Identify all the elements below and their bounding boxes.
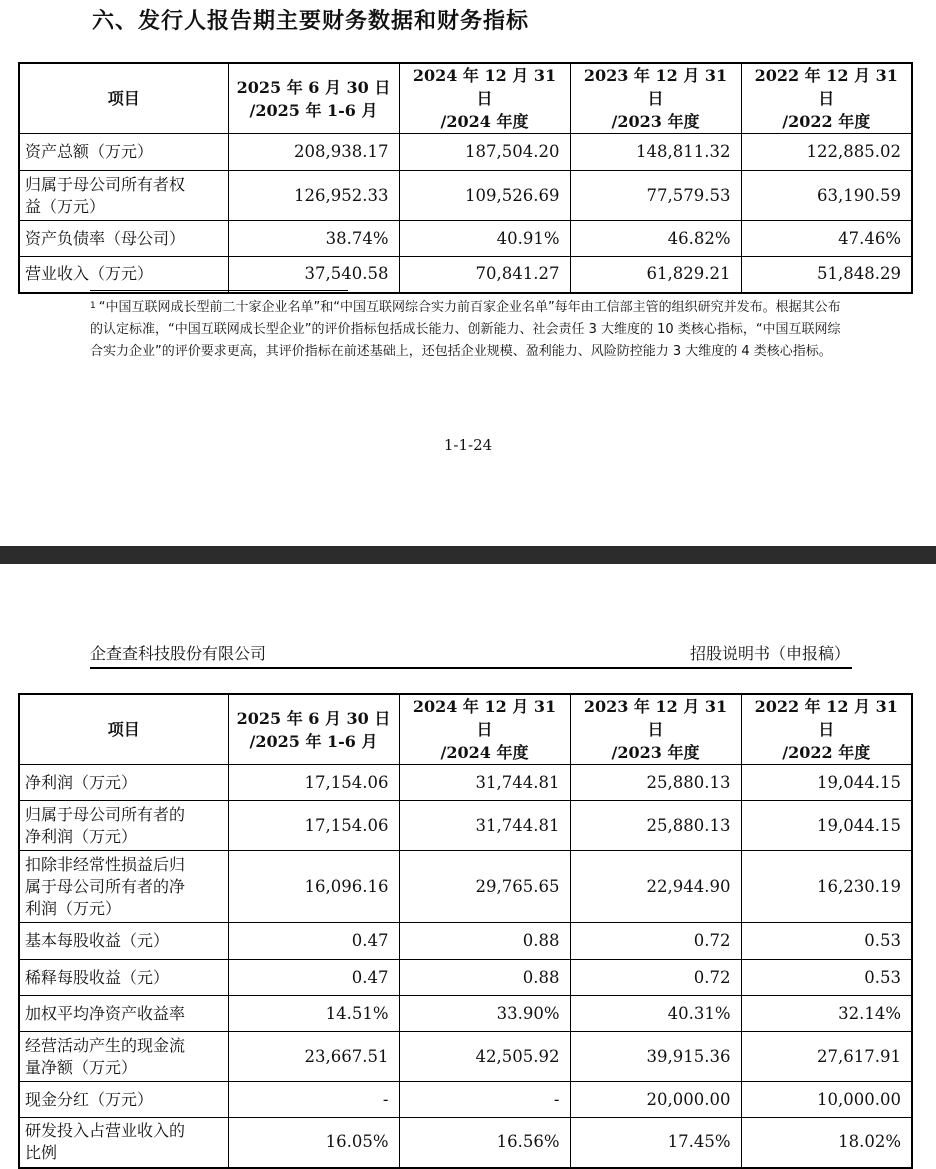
footnote: [90, 297, 850, 363]
financial-table-1: [18, 62, 913, 294]
cell-value: 0.72: [570, 923, 741, 960]
row-label: 研发投入占营业收入的 比例: [19, 1118, 228, 1168]
cell-value: 187,504.20: [399, 134, 570, 171]
cell-value: 39,915.36: [570, 1032, 741, 1082]
cell-value: 40.91%: [399, 221, 570, 257]
row-label: 基本每股收益（元）: [19, 923, 228, 960]
cell-value: 126,952.33: [228, 171, 399, 221]
cell-value: 16.56%: [399, 1118, 570, 1168]
header-period-2024: 2024 年 12 月 31 日 /2024 年度: [399, 694, 570, 765]
table-row: [19, 1118, 912, 1168]
cell-value: 16,096.16: [228, 851, 399, 923]
cell-value: 25,880.13: [570, 765, 741, 801]
cell-value: 19,044.15: [741, 765, 912, 801]
cell-value: 20,000.00: [570, 1082, 741, 1118]
row-label: 净利润（万元）: [19, 765, 228, 801]
cell-value: 42,505.92: [399, 1032, 570, 1082]
document-type: 招股说明书（申报稿）: [689, 644, 850, 663]
table-row: [19, 960, 912, 996]
row-label: 加权平均净资产收益率: [19, 996, 228, 1032]
table-row: [19, 765, 912, 801]
cell-value: 148,811.32: [570, 134, 741, 171]
table-row: [19, 923, 912, 960]
table-header-row: [19, 694, 912, 765]
cell-value: 0.72: [570, 960, 741, 996]
cell-value: 47.46%: [741, 221, 912, 257]
section-title: 六、发行人报告期主要财务数据和财务指标: [92, 9, 530, 34]
cell-value: 29,765.65: [399, 851, 570, 923]
row-label: 现金分红（万元）: [19, 1082, 228, 1118]
header-item: 项目: [19, 694, 228, 765]
footnote-marker: 1: [90, 301, 96, 311]
cell-value: 19,044.15: [741, 801, 912, 851]
row-label: 资产负债率（母公司）: [19, 221, 228, 257]
row-label: 资产总额（万元）: [19, 134, 228, 171]
cell-value: 38.74%: [228, 221, 399, 257]
cell-value: 46.82%: [570, 221, 741, 257]
cell-value: 31,744.81: [399, 801, 570, 851]
cell-value: 10,000.00: [741, 1082, 912, 1118]
cell-value: 40.31%: [570, 996, 741, 1032]
table-row: [19, 1032, 912, 1082]
table-row: [19, 257, 912, 293]
cell-value: 25,880.13: [570, 801, 741, 851]
cell-value: 33.90%: [399, 996, 570, 1032]
cell-value: -: [228, 1082, 399, 1118]
cell-value: 17,154.06: [228, 801, 399, 851]
cell-value: 0.88: [399, 960, 570, 996]
header-period-2025h1: 2025 年 6 月 30 日 /2025 年 1-6 月: [228, 63, 399, 134]
cell-value: 0.47: [228, 960, 399, 996]
table-row: [19, 996, 912, 1032]
cell-value: 109,526.69: [399, 171, 570, 221]
header-period-2024: 2024 年 12 月 31 日 /2024 年度: [399, 63, 570, 134]
cell-value: 61,829.21: [570, 257, 741, 293]
cell-value: 23,667.51: [228, 1032, 399, 1082]
cell-value: 70,841.27: [399, 257, 570, 293]
cell-value: 0.88: [399, 923, 570, 960]
table-row: [19, 171, 912, 221]
cell-value: 16.05%: [228, 1118, 399, 1168]
row-label: 扣除非经常性损益后归 属于母公司所有者的净 利润（万元）: [19, 851, 228, 923]
header-period-2022: 2022 年 12 月 31 日 /2022 年度: [741, 63, 912, 134]
cell-value: 63,190.59: [741, 171, 912, 221]
footnote-separator: [90, 290, 348, 291]
financial-table-2: [18, 693, 913, 1169]
cell-value: 0.53: [741, 960, 912, 996]
cell-value: 77,579.53: [570, 171, 741, 221]
cell-value: 122,885.02: [741, 134, 912, 171]
row-label: 经营活动产生的现金流 量净额（万元）: [19, 1032, 228, 1082]
row-label: 归属于母公司所有者权 益（万元）: [19, 171, 228, 221]
table-row: [19, 221, 912, 257]
header-period-2022: 2022 年 12 月 31 日 /2022 年度: [741, 694, 912, 765]
header-period-2023: 2023 年 12 月 31 日 /2023 年度: [570, 63, 741, 134]
page-number: 1-1-24: [443, 436, 493, 454]
cell-value: 37,540.58: [228, 257, 399, 293]
page-divider: [0, 546, 936, 564]
cell-value: 0.47: [228, 923, 399, 960]
cell-value: 51,848.29: [741, 257, 912, 293]
row-label: 归属于母公司所有者的 净利润（万元）: [19, 801, 228, 851]
table-row: [19, 1082, 912, 1118]
header-period-2025h1: 2025 年 6 月 30 日 /2025 年 1-6 月: [228, 694, 399, 765]
row-label: 营业收入（万元）: [19, 257, 228, 293]
company-name: 企查查科技股份有限公司: [90, 644, 267, 663]
cell-value: -: [399, 1082, 570, 1118]
header-item: 项目: [19, 63, 228, 134]
cell-value: 14.51%: [228, 996, 399, 1032]
table-row: [19, 801, 912, 851]
cell-value: 31,744.81: [399, 765, 570, 801]
cell-value: 0.53: [741, 923, 912, 960]
cell-value: 18.02%: [741, 1118, 912, 1168]
cell-value: 16,230.19: [741, 851, 912, 923]
table-header-row: [19, 63, 912, 134]
cell-value: 208,938.17: [228, 134, 399, 171]
cell-value: 17,154.06: [228, 765, 399, 801]
cell-value: 17.45%: [570, 1118, 741, 1168]
row-label: 稀释每股收益（元）: [19, 960, 228, 996]
table-row: [19, 851, 912, 923]
header-period-2023: 2023 年 12 月 31 日 /2023 年度: [570, 694, 741, 765]
cell-value: 27,617.91: [741, 1032, 912, 1082]
cell-value: 22,944.90: [570, 851, 741, 923]
footnote-text: “中国互联网成长型前二十家企业名单”和“中国互联网综合实力前百家企业名单”每年由工信部主管的组织研究并发布。根据其公布的认定标准，“中国互联网成长型企业”的评价指标包括成长能力、创新能力、社会责任 3 大维度的 10 类核心指标，“中国互联网综合实力企业”的评价要求更高，其评价指标在前述基础上，还包括企业规模、盈利能力、风险防控能力 3 大维度的 4 类核心指标。: [90, 300, 841, 359]
cell-value: 32.14%: [741, 996, 912, 1032]
header-rule: [90, 667, 852, 669]
table-row: [19, 134, 912, 171]
